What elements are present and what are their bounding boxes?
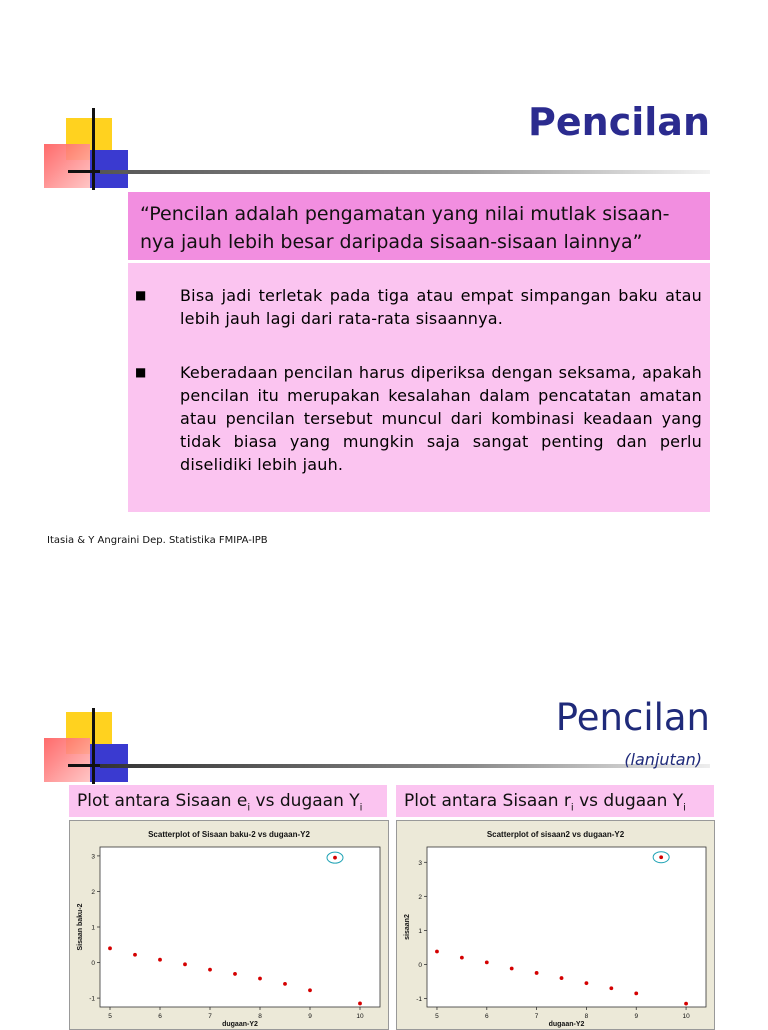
plot-label-sub: i — [570, 802, 574, 814]
data-point — [535, 971, 539, 975]
x-tick-label: 6 — [158, 1013, 162, 1020]
bullet-text: Keberadaan pencilan harus diperiksa dengan seksama, apakah pencilan itu merupakan kesalahan dalam pencatatan amatan atau pencilan tersebut muncul dari kombinasi keadaan yang tidak biasa yang mungkin saja sangat penting dan perlu diselidiki lebih jauh. — [180, 363, 702, 474]
plot-label-text: vs dugaan Y — [250, 791, 360, 811]
data-point — [560, 976, 564, 980]
data-point — [283, 982, 287, 986]
data-point — [659, 855, 663, 859]
x-tick-label: 10 — [682, 1013, 690, 1020]
x-axis-label: dugaan-Y2 — [548, 1021, 585, 1028]
y-axis-label: Sisaan baku-2 — [77, 903, 84, 951]
data-point — [460, 956, 464, 960]
scatterplot-left — [69, 820, 389, 1030]
bullet-marker: ■ — [135, 288, 147, 302]
x-axis-label: dugaan-Y2 — [222, 1021, 258, 1028]
footer-credit: Itasia & Y Angraini Dep. Statistika FMIPA-IPB — [47, 535, 268, 546]
page-title: Pencilan — [555, 696, 710, 739]
data-point — [258, 977, 262, 981]
title-underline — [100, 764, 710, 768]
data-point — [158, 958, 162, 962]
scatter-chart-svg — [397, 821, 714, 1029]
y-tick-label: 3 — [418, 859, 422, 867]
decorative-graphic — [44, 708, 174, 793]
plot-label-right — [396, 785, 714, 817]
y-tick-label: 0 — [418, 961, 422, 969]
x-tick-label: 9 — [634, 1013, 639, 1020]
x-tick-label: 8 — [584, 1013, 589, 1020]
title-underline — [100, 170, 710, 174]
plot-area — [427, 847, 706, 1007]
x-tick-label: 6 — [484, 1013, 489, 1020]
y-tick-label: 0 — [91, 960, 95, 968]
x-tick-label: 7 — [208, 1013, 212, 1020]
data-point — [308, 988, 312, 992]
y-tick-label: 3 — [91, 853, 95, 861]
x-tick-label: 5 — [435, 1013, 439, 1020]
slide-2 — [0, 680, 768, 1028]
definition-quote: “Pencilan adalah pengamatan yang nilai mutlak sisaan-nya jauh lebih besar daripada sisaan-sisaan lainnya” — [128, 192, 710, 260]
data-point — [208, 968, 212, 972]
page-subtitle: (lanjutan) — [624, 750, 702, 769]
y-tick-label: 1 — [418, 927, 422, 935]
y-tick-label: 2 — [91, 888, 95, 896]
data-point — [485, 961, 489, 965]
x-tick-label: 9 — [308, 1013, 312, 1020]
scatterplot-right — [396, 820, 715, 1030]
chart-title: Scatterplot of Sisaan baku-2 vs dugaan-Y2 — [148, 830, 310, 839]
plot-label-sub: i — [683, 802, 686, 814]
data-point — [358, 1002, 362, 1006]
plot-label-text: Plot antara Sisaan r — [404, 791, 571, 811]
plot-label-text: Plot antara Sisaan e — [77, 791, 248, 811]
bullet-marker: ■ — [135, 365, 147, 379]
x-tick-label: 7 — [534, 1013, 539, 1020]
plot-label-left — [69, 785, 387, 817]
scatter-chart-svg — [70, 821, 388, 1029]
plot-label-sub: i — [247, 802, 251, 814]
x-tick-label: 10 — [356, 1013, 364, 1020]
data-point — [435, 950, 439, 954]
data-point — [609, 986, 613, 990]
y-tick-label: -1 — [416, 995, 422, 1003]
page-title: Pencilan — [528, 100, 710, 144]
bullet-text: Bisa jadi terletak pada tiga atau empat simpangan baku atau lebih jauh lagi dari rata-rata sisaannya. — [180, 286, 702, 328]
data-point — [108, 946, 112, 950]
data-point — [585, 981, 589, 985]
plot-label-text: vs dugaan Y — [573, 791, 684, 811]
y-tick-label: -1 — [89, 995, 95, 1003]
data-point — [510, 967, 514, 971]
y-tick-label: 2 — [418, 893, 422, 901]
data-point — [133, 953, 137, 957]
data-point — [684, 1002, 688, 1006]
y-tick-label: 1 — [91, 924, 95, 932]
x-tick-label: 5 — [108, 1013, 112, 1020]
plot-area — [100, 847, 380, 1007]
decorative-graphic — [44, 108, 174, 193]
bullet-box — [128, 263, 710, 512]
chart-title: Scatterplot of sisaan2 vs dugaan-Y2 — [486, 830, 625, 839]
plot-label-sub: i — [359, 802, 363, 814]
data-point — [233, 972, 237, 976]
y-axis-label: sisaan2 — [404, 914, 411, 940]
data-point — [634, 991, 638, 995]
x-tick-label: 8 — [258, 1013, 262, 1020]
data-point — [183, 962, 187, 966]
data-point — [333, 856, 337, 860]
